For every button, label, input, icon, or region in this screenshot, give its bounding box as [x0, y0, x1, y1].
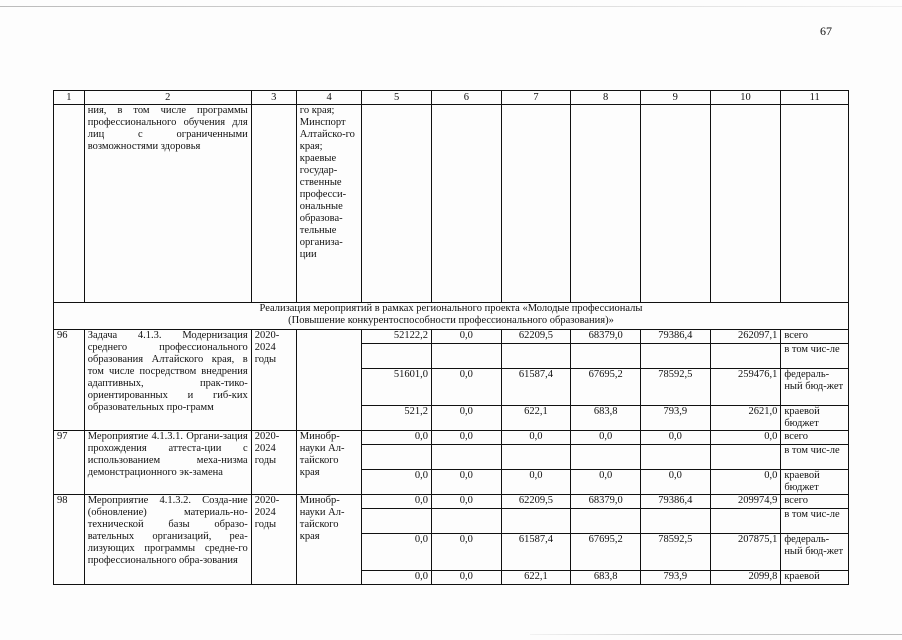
column-number: 10	[710, 91, 781, 105]
amount-cell: 0,0	[432, 330, 502, 344]
amount-cell	[571, 344, 641, 369]
amount-cell: 793,9	[640, 571, 710, 585]
scan-artifact-top	[0, 6, 902, 7]
column-number: 9	[640, 91, 710, 105]
amount-cell: 79386,4	[640, 330, 710, 344]
row-number-cell: 98	[54, 495, 85, 585]
amount-cell: 0,0	[432, 431, 502, 445]
amount-cell: 68379,0	[571, 495, 641, 509]
amount-cell: 0,0	[362, 470, 432, 495]
row-number-cell: 97	[54, 431, 85, 495]
amount-cell: 61587,4	[501, 369, 571, 406]
amount-cell: 68379,0	[571, 330, 641, 344]
amount-cell: 0,0	[362, 571, 432, 585]
amount-cell	[432, 445, 502, 470]
amount-cell	[501, 344, 571, 369]
page-number: 67	[820, 24, 832, 38]
funding-source-cell: в том чис-ле	[781, 445, 849, 470]
period-cell: 2020-2024 годы	[251, 495, 296, 585]
table-row	[54, 330, 849, 344]
amount-cell: 0,0	[640, 431, 710, 445]
amount-cell	[432, 344, 502, 369]
amount-cell	[432, 509, 502, 534]
amount-cell: 67695,2	[571, 369, 641, 406]
executor-cell: Минобр-науки Ал-тайского края	[296, 495, 362, 585]
amount-cell: 0,0	[362, 495, 432, 509]
executor-cell: Минобр-науки Ал-тайского края	[296, 431, 362, 495]
activity-name-cell: ния, в том числе программы профессионального обучения для лиц с ограниченными возможностями здоровья	[84, 105, 251, 303]
amount-cell	[640, 344, 710, 369]
amount-cell	[710, 445, 781, 470]
scan-artifact-bottom	[530, 634, 902, 635]
amount-cell: 61587,4	[501, 534, 571, 571]
amount-cell: 262097,1	[710, 330, 781, 344]
amount-cell: 52122,2	[362, 330, 432, 344]
amount-cell: 209974,9	[710, 495, 781, 509]
activity-name-cell: Мероприятие 4.1.3.1. Органи-зация прохождения аттеста-ции с использованием меха-низма демонстрационного эк-замена	[84, 431, 251, 495]
amount-cell: 0,0	[432, 495, 502, 509]
amount-cell: 0,0	[432, 369, 502, 406]
amount-cell	[362, 344, 432, 369]
amount-cell: 0,0	[501, 431, 571, 445]
amount-cell	[710, 509, 781, 534]
amount-cell	[640, 509, 710, 534]
amount-cell: 51601,0	[362, 369, 432, 406]
amount-cell: 0,0	[710, 470, 781, 495]
funding-source-cell: всего	[781, 431, 849, 445]
amount-cell: 622,1	[501, 571, 571, 585]
period-cell: 2020-2024 годы	[251, 330, 296, 431]
amount-cell: 0,0	[501, 470, 571, 495]
table-row	[54, 431, 849, 445]
table-row	[54, 495, 849, 509]
column-number: 4	[296, 91, 362, 105]
amount-cell: 79386,4	[640, 495, 710, 509]
amount-cell: 683,8	[571, 406, 641, 431]
period-cell	[251, 105, 296, 303]
amount-cell: 793,9	[640, 406, 710, 431]
funding-source-cell: в том чис-ле	[781, 344, 849, 369]
amount-cell	[501, 445, 571, 470]
amount-cell: 2099,8	[710, 571, 781, 585]
amount-cell: 0,0	[432, 470, 502, 495]
funding-source-cell: всего	[781, 495, 849, 509]
amount-cell: 2621,0	[710, 406, 781, 431]
period-cell: 2020-2024 годы	[251, 431, 296, 495]
amount-cell: 0,0	[710, 431, 781, 445]
amount-cell	[640, 445, 710, 470]
amount-cell: 0,0	[640, 470, 710, 495]
funding-source-cell: федераль-ный бюд-жет	[781, 369, 849, 406]
amount-cell: 0,0	[362, 431, 432, 445]
amount-cell: 0,0	[571, 431, 641, 445]
executor-cell	[296, 330, 362, 431]
amount-cell	[571, 445, 641, 470]
column-number: 3	[251, 91, 296, 105]
amount-cell: 622,1	[501, 406, 571, 431]
activity-name-cell: Задача 4.1.3. Модернизация среднего профессионального образования Алтайского края, в том числе посредством внедрения адаптивных, прак-тико-ориентированных и гиб-ких образовательных про-грамм	[84, 330, 251, 431]
column-number: 1	[54, 91, 85, 105]
amount-cell	[710, 344, 781, 369]
column-number: 5	[362, 91, 432, 105]
section-title-line: Реализация мероприятий в рамках регионального проекта «Молодые профессионалы	[259, 303, 643, 314]
column-number: 2	[84, 91, 251, 105]
amount-cell: 207875,1	[710, 534, 781, 571]
section-title-cell	[54, 303, 849, 330]
funding-source-cell: краевой бюджет	[781, 470, 849, 495]
funding-source-cell: федераль-ный бюд-жет	[781, 534, 849, 571]
amount-cell: 521,2	[362, 406, 432, 431]
amount-cell	[501, 509, 571, 534]
table-header-row	[54, 91, 849, 105]
amount-cell: 0,0	[432, 406, 502, 431]
row-number-cell: 96	[54, 330, 85, 431]
amount-cell: 78592,5	[640, 534, 710, 571]
funding-source-cell: в том чис-ле	[781, 509, 849, 534]
funding-source-cell: всего	[781, 330, 849, 344]
amount-cell: 67695,2	[571, 534, 641, 571]
funding-source-cell: краевой	[781, 571, 849, 585]
amount-cell: 259476,1	[710, 369, 781, 406]
amount-cell: 0,0	[432, 534, 502, 571]
amount-cell: 0,0	[362, 534, 432, 571]
amount-cell	[571, 509, 641, 534]
amount-cell: 0,0	[571, 470, 641, 495]
column-number: 8	[571, 91, 641, 105]
amount-cell	[362, 445, 432, 470]
amount-cell	[362, 509, 432, 534]
table-row-continuation	[54, 105, 849, 303]
row-number-cell	[54, 105, 85, 303]
budget-table	[53, 90, 849, 585]
amount-cell: 62209,5	[501, 330, 571, 344]
funding-source-cell: краевой бюджет	[781, 406, 849, 431]
executor-cell: го края; Минспорт Алтайско-го края; краевые государ-ственные професси-ональные образова-тельные организа-ции	[296, 105, 362, 303]
amount-cell: 0,0	[432, 571, 502, 585]
section-title-line: (Повышение конкурентоспособности профессионального образования)»	[288, 315, 614, 326]
section-title-row	[54, 303, 849, 330]
amount-cell: 683,8	[571, 571, 641, 585]
amount-cell: 78592,5	[640, 369, 710, 406]
column-number: 11	[781, 91, 849, 105]
activity-name-cell: Мероприятие 4.1.3.2. Созда-ние (обновление) материаль-но-технической базы образо-вательных организаций, реа-лизующих программы средне-го профессионального обра-зования	[84, 495, 251, 585]
column-number: 6	[432, 91, 502, 105]
column-number: 7	[501, 91, 571, 105]
amount-cell: 62209,5	[501, 495, 571, 509]
